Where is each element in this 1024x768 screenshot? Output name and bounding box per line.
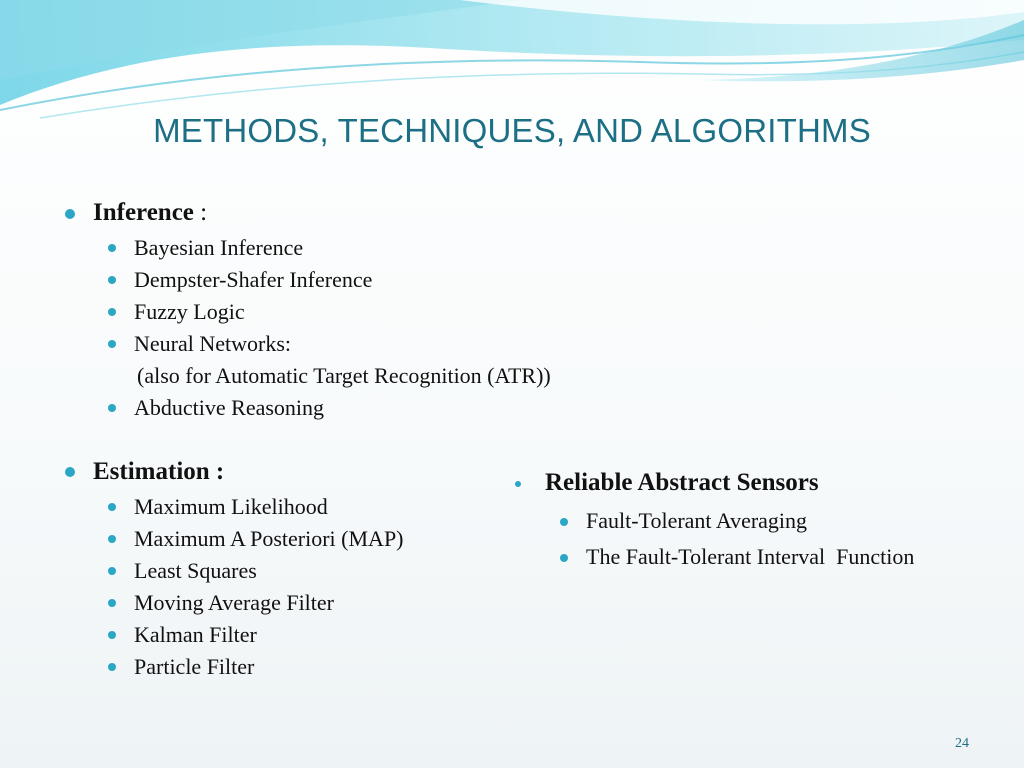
sensors-item: The Fault-Tolerant Interval Function [586, 544, 915, 569]
bullet-icon [108, 308, 116, 316]
sensors-item: Fault-Tolerant Averaging [586, 508, 808, 533]
bullet-icon [108, 404, 116, 412]
bullet-icon [560, 518, 568, 526]
inference-heading-suffix: : [193, 199, 208, 226]
bullet-icon [65, 209, 75, 219]
bullet-icon [108, 599, 116, 607]
estimation-item: Moving Average Filter [134, 590, 334, 615]
slide-title: METHODS, TECHNIQUES, AND ALGORITHMS [153, 112, 871, 149]
estimation-item: Least Squares [134, 558, 257, 583]
page-number: 24 [955, 736, 969, 751]
estimation-item: Maximum Likelihood [134, 494, 328, 519]
sensors-heading: Reliable Abstract Sensors [545, 469, 819, 496]
bullet-icon [108, 535, 116, 543]
estimation-heading: Estimation : [93, 458, 225, 485]
inference-item: Bayesian Inference [134, 235, 304, 260]
inference-item: Neural Networks: [134, 331, 292, 356]
neural-networks-note: (also for Automatic Target Recognition (ATR)) [137, 363, 551, 388]
bullet-icon [108, 503, 116, 511]
inference-item: Fuzzy Logic [134, 299, 245, 324]
inference-item: Abductive Reasoning [134, 395, 325, 420]
inference-heading: Inference [93, 199, 194, 226]
estimation-item: Maximum A Posteriori (MAP) [134, 526, 404, 551]
bullet-icon [108, 340, 116, 348]
inference-heading-line [93, 199, 207, 227]
bullet-icon [108, 276, 116, 284]
bullet-icon [108, 663, 116, 671]
bullet-icon [108, 631, 116, 639]
estimation-item: Particle Filter [134, 654, 255, 679]
bullet-icon [560, 554, 568, 562]
inference-item: Dempster-Shafer Inference [134, 267, 373, 292]
bullet-icon [108, 244, 116, 252]
estimation-item: Kalman Filter [134, 622, 257, 647]
header-wave-decoration [0, 0, 1024, 130]
bullet-icon [108, 567, 116, 575]
bullet-icon [65, 467, 75, 477]
bullet-icon [515, 481, 521, 487]
